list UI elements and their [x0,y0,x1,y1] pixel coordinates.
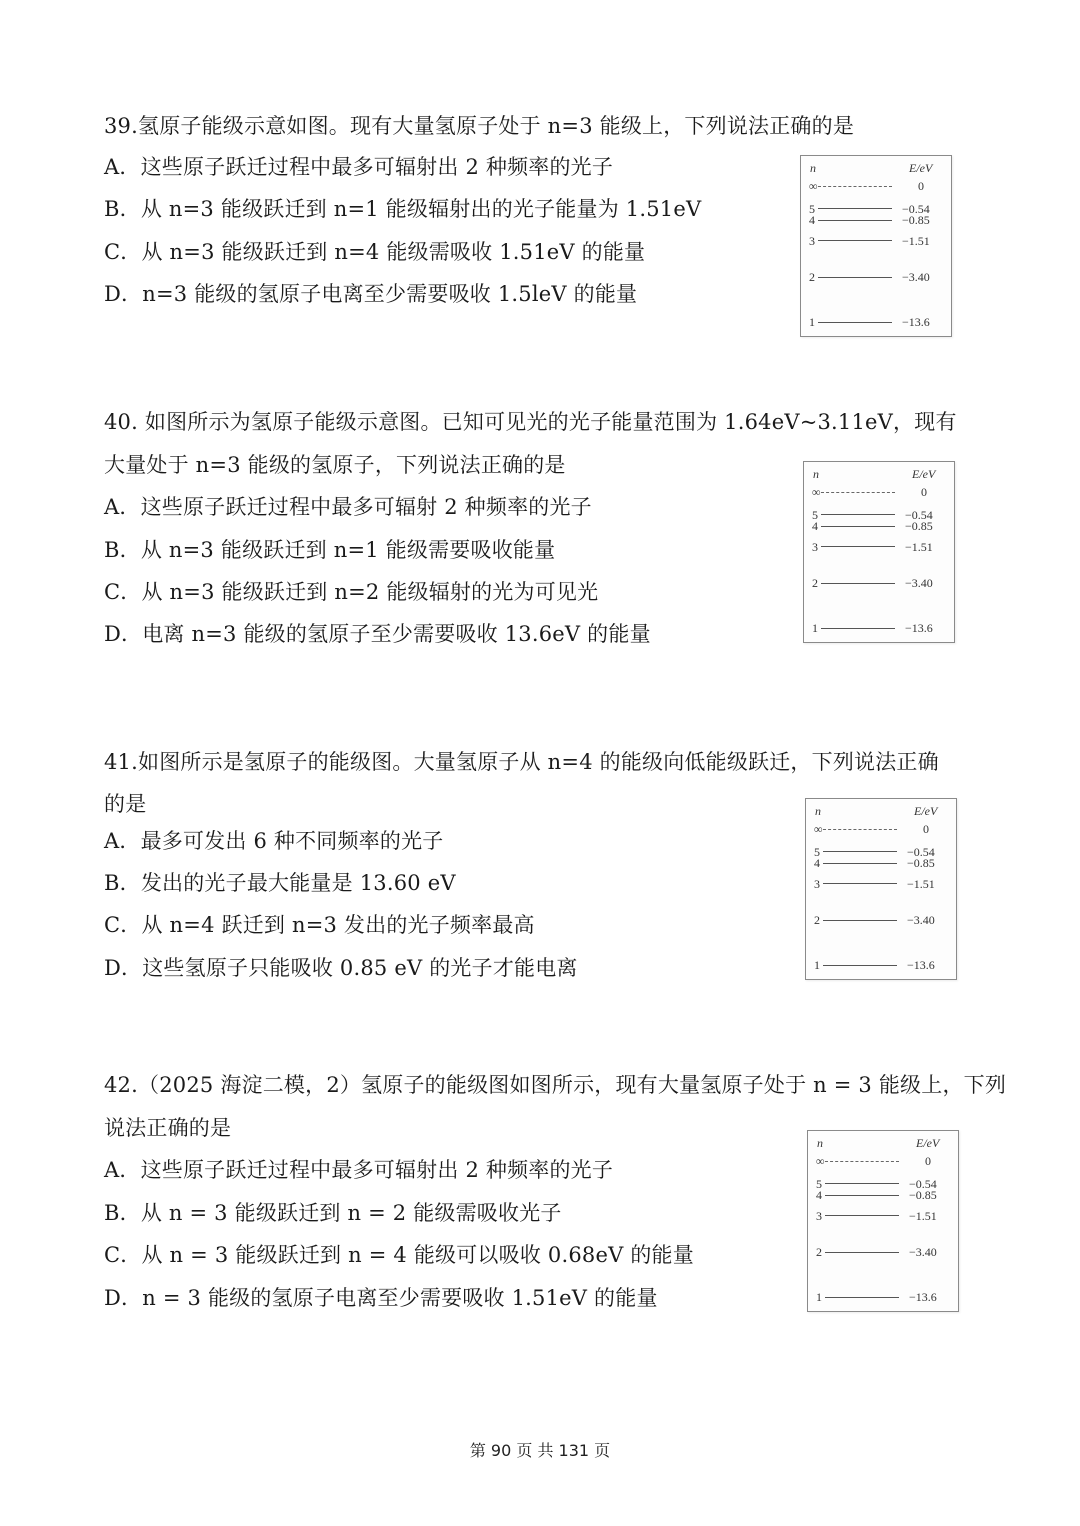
question-39-stem: 39.氢原子能级示意如图。现有大量氢原子处于 n=3 能级上，下列说法正确的是 [104,114,855,138]
level-infinity-energy-label: 0 [918,179,924,193]
level-2-energy-label: −3.40 [905,576,933,590]
n-axis-header: n [815,804,821,818]
n-axis-header: n [817,1136,823,1150]
level-1-energy-label: −13.6 [905,621,933,635]
level-5-n-label: 5 [809,202,815,216]
level-infinity-line [823,829,897,830]
n-axis-header: n [810,161,816,175]
level-3-energy-label: −1.51 [902,234,930,248]
question-42-option-c: C．从 n = 3 能级跃迁到 n = 4 能级可以吸收 0.68eV 的能量 [104,1243,694,1267]
level-infinity-line [818,186,892,187]
level-4-energy-label: −0.85 [907,856,935,870]
question-39-option-c: C．从 n=3 能级跃迁到 n=4 能级需吸收 1.51eV 的能量 [104,240,646,264]
question-41-option-b: B．发出的光子最大能量是 13.60 eV [104,871,456,895]
level-infinity-line [821,492,895,493]
level-3-line [823,883,897,884]
level-infinity-energy-label: 0 [923,822,929,836]
question-41-option-c: C．从 n=4 跃迁到 n=3 发出的光子频率最高 [104,913,535,937]
question-40-option-d: D．电离 n=3 能级的氢原子至少需要吸收 13.6eV 的能量 [104,622,651,646]
level-3-n-label: 3 [812,540,818,554]
level-3-line [825,1215,899,1216]
level-4-energy-label: −0.85 [905,519,933,533]
question-42-stem-line-2: 说法正确的是 [104,1116,232,1140]
level-5-energy-label: −0.54 [902,202,930,216]
level-4-n-label: 4 [812,519,818,533]
level-infinity-energy-label: 0 [925,1154,931,1168]
level-3-energy-label: −1.51 [909,1209,937,1223]
level-infinity-n-label: ∞ [809,179,818,193]
level-1-line [821,628,895,629]
level-2-line [821,583,895,584]
level-4-line [818,220,892,221]
level-5-n-label: 5 [814,845,820,859]
level-1-line [823,965,897,966]
level-2-line [823,920,897,921]
level-2-energy-label: −3.40 [909,1245,937,1259]
level-2-energy-label: −3.40 [902,270,930,284]
energy-level-diagram-42 [807,1130,959,1312]
level-3-n-label: 3 [809,234,815,248]
level-1-energy-label: −13.6 [909,1290,937,1304]
energy-level-diagram-41 [805,798,957,980]
level-1-n-label: 1 [816,1290,822,1304]
question-41-stem-line-2: 的是 [104,792,147,816]
level-3-n-label: 3 [816,1209,822,1223]
level-infinity-line [825,1161,899,1162]
level-1-line [825,1297,899,1298]
energy-level-diagram-40 [803,461,955,643]
level-5-line [821,514,895,515]
page-footer: 第 90 页 共 131 页 [469,1441,611,1460]
level-1-line [818,322,892,323]
level-5-energy-label: −0.54 [907,845,935,859]
level-infinity-n-label: ∞ [816,1154,825,1168]
level-5-energy-label: −0.54 [905,508,933,522]
level-3-energy-label: −1.51 [905,540,933,554]
level-1-n-label: 1 [809,315,815,329]
level-3-n-label: 3 [814,877,820,891]
level-2-n-label: 2 [814,913,820,927]
question-41-stem-line-1: 41.如图所示是氢原子的能级图。大量氢原子从 n=4 的能级向低能级跃迁，下列说法正确 [104,750,939,774]
question-41-option-a: A．最多可发出 6 种不同频率的光子 [104,829,444,853]
level-4-line [823,863,897,864]
level-3-line [821,546,895,547]
energy-axis-header: E/eV [916,1136,940,1150]
level-1-n-label: 1 [812,621,818,635]
level-5-n-label: 5 [816,1177,822,1191]
level-4-n-label: 4 [814,856,820,870]
energy-axis-header: E/eV [909,161,933,175]
level-2-energy-label: −3.40 [907,913,935,927]
level-5-line [825,1183,899,1184]
level-5-line [818,208,892,209]
level-2-n-label: 2 [809,270,815,284]
level-4-line [825,1195,899,1196]
level-5-n-label: 5 [812,508,818,522]
question-40-option-b: B．从 n=3 能级跃迁到 n=1 能级需要吸收能量 [104,538,556,562]
level-5-energy-label: −0.54 [909,1177,937,1191]
level-4-line [821,526,895,527]
level-infinity-n-label: ∞ [812,485,821,499]
level-2-n-label: 2 [816,1245,822,1259]
level-3-line [818,240,892,241]
question-39-option-b: B．从 n=3 能级跃迁到 n=1 能级辐射出的光子能量为 1.51eV [104,197,702,221]
question-40-option-a: A．这些原子跃迁过程中最多可辐射 2 种频率的光子 [104,495,592,519]
level-5-line [823,851,897,852]
energy-level-diagram-39 [800,155,952,337]
level-1-n-label: 1 [814,958,820,972]
question-39-option-d: D．n=3 能级的氢原子电离至少需要吸收 1.5leV 的能量 [104,282,638,306]
question-41-option-d: D．这些氢原子只能吸收 0.85 eV 的光子才能电离 [104,956,578,980]
question-39-option-a: A．这些原子跃迁过程中最多可辐射出 2 种频率的光子 [104,155,614,179]
level-2-line [825,1252,899,1253]
question-42-option-d: D．n = 3 能级的氢原子电离至少需要吸收 1.51eV 的能量 [104,1286,658,1310]
n-axis-header: n [813,467,819,481]
level-2-line [818,277,892,278]
question-40-stem-line-1: 40. 如图所示为氢原子能级示意图。已知可见光的光子能量范围为 1.64eV~3.11eV，现有 [104,410,957,434]
question-40-option-c: C．从 n=3 能级跃迁到 n=2 能级辐射的光为可见光 [104,580,599,604]
question-42-option-b: B．从 n = 3 能级跃迁到 n = 2 能级需吸收光子 [104,1201,562,1225]
level-1-energy-label: −13.6 [907,958,935,972]
level-4-n-label: 4 [809,213,815,227]
level-3-energy-label: −1.51 [907,877,935,891]
energy-axis-header: E/eV [914,804,938,818]
energy-axis-header: E/eV [912,467,936,481]
level-infinity-n-label: ∞ [814,822,823,836]
level-4-n-label: 4 [816,1188,822,1202]
question-40-stem-line-2: 大量处于 n=3 能级的氢原子，下列说法正确的是 [104,453,566,477]
level-1-energy-label: −13.6 [902,315,930,329]
question-42-option-a: A．这些原子跃迁过程中最多可辐射出 2 种频率的光子 [104,1158,614,1182]
level-infinity-energy-label: 0 [921,485,927,499]
level-4-energy-label: −0.85 [902,213,930,227]
level-4-energy-label: −0.85 [909,1188,937,1202]
question-42-stem-line-1: 42.（2025 海淀二模，2）氢原子的能级图如图所示，现有大量氢原子处于 n = 3 能级上，下列 [104,1073,1007,1097]
level-2-n-label: 2 [812,576,818,590]
